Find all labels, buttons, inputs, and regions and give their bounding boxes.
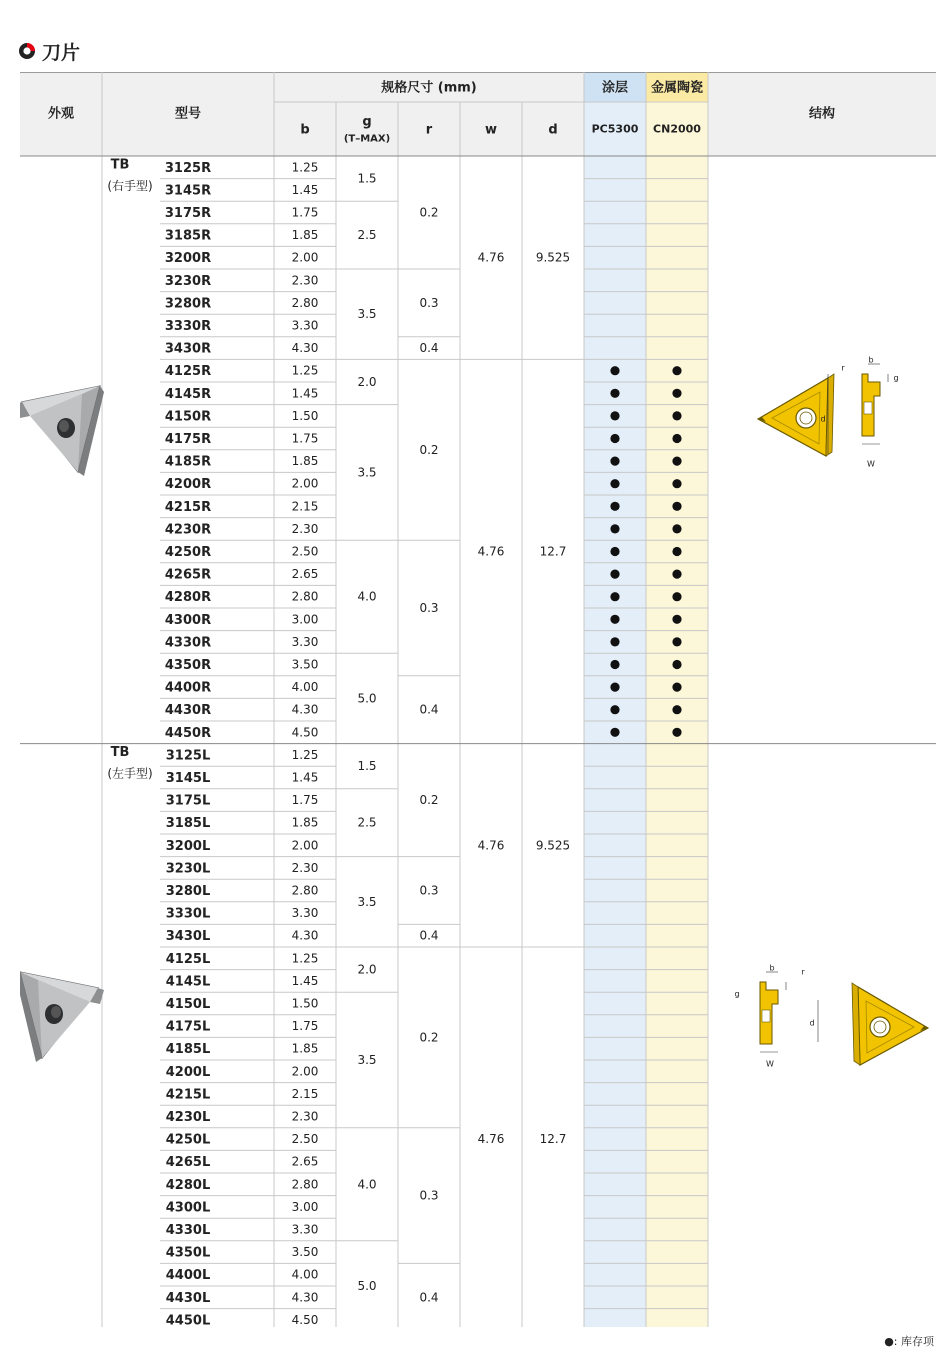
header-w: w bbox=[484, 122, 498, 138]
stock-dot-cn2000 bbox=[672, 479, 681, 488]
value-b: 2.65 bbox=[291, 567, 319, 582]
value-r: 0.3 bbox=[419, 601, 439, 615]
header-g: g bbox=[362, 114, 372, 130]
header-coating: 涂层 bbox=[601, 80, 629, 96]
header-g-sub: (T–MAX) bbox=[343, 133, 391, 145]
model-code: 4450L bbox=[165, 1313, 211, 1327]
stock-dot-pc5300 bbox=[610, 457, 619, 466]
value-b: 2.00 bbox=[291, 838, 319, 853]
value-b: 2.80 bbox=[291, 1177, 319, 1192]
insert-photo-right-hand bbox=[20, 386, 104, 476]
model-code: 4145L bbox=[165, 974, 211, 990]
header-grade-pc5300: PC5300 bbox=[591, 122, 639, 136]
model-code: 4150L bbox=[165, 997, 211, 1012]
stock-dot-pc5300 bbox=[610, 479, 619, 488]
value-d: 12.7 bbox=[539, 544, 567, 559]
value-b: 2.00 bbox=[291, 250, 319, 265]
value-g: 5.0 bbox=[357, 691, 377, 706]
value-b: 2.50 bbox=[291, 544, 319, 559]
model-code: 3430L bbox=[165, 929, 211, 945]
model-code: 3280L bbox=[165, 884, 211, 899]
dim-label-d: d bbox=[820, 414, 826, 424]
value-b: 1.85 bbox=[291, 228, 319, 243]
model-code: 4430R bbox=[164, 703, 212, 719]
value-b: 4.50 bbox=[291, 725, 319, 740]
model-code: 3185R bbox=[164, 228, 212, 244]
stock-dot-cn2000 bbox=[672, 434, 681, 443]
value-b: 1.85 bbox=[291, 1041, 319, 1056]
value-b: 4.30 bbox=[291, 702, 319, 717]
header-grade-cn2000: CN2000 bbox=[653, 122, 701, 136]
value-b: 2.30 bbox=[291, 860, 319, 875]
value-b: 4.30 bbox=[291, 1290, 319, 1305]
value-g: 1.5 bbox=[357, 759, 377, 774]
stock-dot-pc5300 bbox=[610, 524, 619, 533]
stock-dot-cn2000 bbox=[672, 411, 681, 420]
value-d: 9.525 bbox=[535, 838, 571, 853]
stock-dot-pc5300 bbox=[610, 366, 619, 375]
header-b: b bbox=[300, 122, 310, 138]
model-code: 4350R bbox=[164, 658, 212, 673]
dim-label-r: r bbox=[841, 363, 845, 373]
value-b: 3.30 bbox=[291, 1222, 319, 1237]
model-code: 4280R bbox=[164, 590, 212, 606]
stock-dot-pc5300 bbox=[610, 570, 619, 579]
value-g: 3.5 bbox=[357, 1053, 377, 1067]
value-g: 5.0 bbox=[357, 1279, 377, 1293]
model-code: 4175L bbox=[165, 1019, 211, 1035]
value-d: 12.7 bbox=[539, 1132, 567, 1147]
stock-dot-cn2000 bbox=[672, 366, 681, 375]
stock-dot-pc5300 bbox=[610, 637, 619, 646]
stock-dot-pc5300 bbox=[610, 389, 619, 398]
model-code: 3175L bbox=[165, 793, 211, 809]
dim-label-g: g bbox=[893, 373, 899, 383]
model-code: 4150R bbox=[164, 409, 212, 425]
value-b: 1.85 bbox=[291, 815, 319, 830]
dim-label-w-left: W bbox=[766, 1059, 774, 1069]
dim-label-w: W bbox=[867, 459, 875, 469]
value-b: 3.30 bbox=[291, 634, 319, 649]
value-b: 1.75 bbox=[291, 431, 319, 446]
value-b: 1.25 bbox=[291, 951, 319, 966]
stock-dot-cn2000 bbox=[672, 637, 681, 646]
model-code: 3280R bbox=[164, 296, 212, 312]
value-g: 2.5 bbox=[357, 815, 377, 830]
group-hand: (左手型) bbox=[107, 766, 153, 781]
value-b: 3.30 bbox=[291, 906, 319, 921]
value-r: 0.2 bbox=[419, 205, 439, 220]
value-r: 0.3 bbox=[419, 883, 439, 898]
stock-dot-cn2000 bbox=[672, 524, 681, 533]
value-b: 1.25 bbox=[291, 363, 319, 378]
model-code: 4200R bbox=[164, 477, 212, 493]
legend-footnote bbox=[884, 1333, 934, 1349]
insert-table-svg bbox=[20, 72, 936, 1327]
structure-left-side-view bbox=[760, 972, 786, 1052]
model-code: 4250R bbox=[164, 545, 212, 560]
value-b: 1.50 bbox=[291, 996, 319, 1011]
section-title bbox=[18, 38, 80, 64]
model-code: 4400R bbox=[164, 680, 212, 696]
value-r: 0.2 bbox=[419, 793, 439, 808]
dim-label-r-left: r bbox=[801, 967, 805, 977]
model-code: 4145R bbox=[164, 386, 212, 402]
legend-text: : 库存项 bbox=[893, 1335, 934, 1348]
model-code: 4200L bbox=[165, 1064, 211, 1080]
value-r: 0.4 bbox=[419, 341, 439, 356]
stock-dot-cn2000 bbox=[672, 547, 681, 556]
value-b: 1.25 bbox=[291, 160, 319, 175]
stock-dot-cn2000 bbox=[672, 660, 681, 669]
stock-dot-cn2000 bbox=[672, 457, 681, 466]
model-code: 4400L bbox=[165, 1268, 211, 1284]
stock-dot-pc5300 bbox=[610, 705, 619, 714]
stock-dot-cn2000 bbox=[672, 683, 681, 692]
value-b: 1.45 bbox=[291, 770, 319, 785]
header-r: r bbox=[425, 122, 433, 138]
model-code: 4300R bbox=[164, 612, 212, 628]
model-code: 3230R bbox=[164, 273, 212, 289]
model-code: 4250L bbox=[165, 1132, 211, 1148]
model-code: 4330L bbox=[165, 1223, 211, 1238]
value-w: 4.76 bbox=[477, 250, 505, 265]
value-b: 3.50 bbox=[291, 1245, 319, 1260]
model-code: 3125L bbox=[165, 748, 211, 764]
value-g: 2.0 bbox=[357, 375, 377, 389]
model-code: 4215R bbox=[164, 499, 212, 515]
value-r: 0.2 bbox=[419, 1030, 439, 1045]
value-b: 2.15 bbox=[291, 1086, 319, 1101]
value-r: 0.2 bbox=[419, 442, 439, 457]
model-code: 3430R bbox=[164, 341, 212, 357]
value-b: 2.80 bbox=[291, 295, 319, 310]
insert-photo-left-hand bbox=[20, 972, 104, 1062]
value-g: 3.5 bbox=[357, 307, 377, 322]
value-b: 1.25 bbox=[291, 747, 319, 762]
model-code: 3145R bbox=[164, 183, 212, 199]
header-model: 型号 bbox=[174, 106, 202, 122]
stock-dot-pc5300 bbox=[610, 547, 619, 556]
stock-dot-cn2000 bbox=[672, 389, 681, 398]
dim-label-g-left: g bbox=[734, 989, 740, 999]
model-code: 4330R bbox=[164, 635, 212, 651]
model-code: 3185L bbox=[165, 816, 211, 832]
value-b: 1.45 bbox=[291, 973, 319, 988]
model-code: 3200R bbox=[164, 251, 212, 267]
insert-table bbox=[20, 72, 936, 1327]
value-b: 1.50 bbox=[291, 408, 319, 423]
group-name: TB bbox=[110, 745, 130, 761]
model-code: 4215L bbox=[165, 1087, 211, 1103]
value-b: 1.75 bbox=[291, 205, 319, 220]
model-code: 4265R bbox=[164, 567, 212, 583]
value-b: 3.00 bbox=[291, 1199, 319, 1214]
value-b: 2.30 bbox=[291, 273, 319, 288]
section-title-text: 刀片 bbox=[42, 41, 81, 64]
model-code: 4230L bbox=[165, 1110, 211, 1125]
value-g: 4.0 bbox=[357, 589, 377, 604]
model-code: 4185L bbox=[165, 1042, 211, 1058]
value-g: 2.0 bbox=[357, 962, 377, 977]
value-b: 2.65 bbox=[291, 1154, 319, 1169]
model-code: 3330R bbox=[164, 319, 212, 334]
header-spec-group: 规格尺寸 (mm) bbox=[381, 80, 477, 96]
dim-label-b-left: b bbox=[769, 963, 775, 973]
stock-dot-pc5300 bbox=[610, 434, 619, 443]
stock-dot-cn2000 bbox=[672, 615, 681, 624]
value-b: 2.80 bbox=[291, 883, 319, 898]
group-name: TB bbox=[110, 157, 130, 173]
model-code: 3230L bbox=[165, 861, 211, 877]
value-b: 2.00 bbox=[291, 1064, 319, 1079]
header-cermet: 金属陶瓷 bbox=[650, 80, 704, 96]
model-code: 3175R bbox=[164, 206, 212, 221]
value-g: 1.5 bbox=[357, 171, 377, 186]
value-b: 2.30 bbox=[291, 521, 319, 536]
model-code: 4300L bbox=[165, 1200, 211, 1216]
value-g: 3.5 bbox=[357, 894, 377, 909]
value-b: 4.00 bbox=[291, 680, 319, 695]
structure-left-triangle-view bbox=[852, 983, 928, 1065]
stock-dot-cn2000 bbox=[672, 570, 681, 579]
stock-dot-cn2000 bbox=[672, 705, 681, 714]
model-code: 4450R bbox=[164, 725, 212, 741]
value-b: 4.30 bbox=[291, 928, 319, 943]
stock-dot-cn2000 bbox=[672, 728, 681, 737]
model-code: 4230R bbox=[164, 522, 212, 538]
value-g: 4.0 bbox=[357, 1177, 377, 1192]
value-b: 1.85 bbox=[291, 454, 319, 469]
value-b: 2.00 bbox=[291, 476, 319, 491]
value-b: 2.30 bbox=[291, 1109, 319, 1124]
value-b: 4.00 bbox=[291, 1267, 319, 1282]
structure-right-side-view bbox=[862, 364, 888, 444]
header-d: d bbox=[548, 122, 558, 138]
legend-symbol: ● bbox=[884, 1335, 894, 1348]
section-bullet-icon bbox=[18, 42, 36, 60]
value-g: 2.5 bbox=[357, 228, 377, 243]
cermet-column-bg bbox=[646, 156, 708, 1327]
model-code: 4430L bbox=[165, 1290, 211, 1306]
value-b: 3.00 bbox=[291, 612, 319, 627]
value-w: 4.76 bbox=[477, 1132, 505, 1147]
header-structure: 结构 bbox=[808, 106, 836, 122]
group-hand: (右手型) bbox=[107, 179, 153, 193]
model-code: 4175R bbox=[164, 432, 212, 447]
value-w: 4.76 bbox=[477, 838, 505, 853]
stock-dot-pc5300 bbox=[610, 502, 619, 511]
dim-label-d-left: d bbox=[809, 1018, 815, 1028]
model-code: 4280L bbox=[165, 1177, 211, 1193]
dim-label-b: b bbox=[868, 355, 874, 365]
stock-dot-pc5300 bbox=[610, 683, 619, 692]
value-b: 3.50 bbox=[291, 657, 319, 672]
value-d: 9.525 bbox=[535, 250, 571, 265]
model-code: 4185R bbox=[164, 454, 212, 470]
value-b: 1.75 bbox=[291, 1019, 319, 1034]
value-b: 1.45 bbox=[291, 182, 319, 197]
stock-dot-cn2000 bbox=[672, 502, 681, 511]
value-b: 1.45 bbox=[291, 386, 319, 401]
value-b: 4.30 bbox=[291, 341, 319, 356]
stock-dot-cn2000 bbox=[672, 592, 681, 601]
value-r: 0.3 bbox=[419, 1188, 439, 1203]
value-b: 2.15 bbox=[291, 499, 319, 514]
stock-dot-pc5300 bbox=[610, 615, 619, 624]
stock-dot-pc5300 bbox=[610, 660, 619, 669]
value-b: 4.50 bbox=[291, 1312, 319, 1327]
stock-dot-pc5300 bbox=[610, 592, 619, 601]
value-r: 0.4 bbox=[419, 928, 439, 943]
value-r: 0.4 bbox=[419, 702, 439, 717]
value-b: 1.75 bbox=[291, 793, 319, 808]
model-code: 4125R bbox=[164, 364, 212, 380]
value-b: 2.50 bbox=[291, 1132, 319, 1147]
model-code: 3145L bbox=[165, 771, 211, 786]
header-appearance: 外观 bbox=[47, 106, 75, 122]
value-r: 0.4 bbox=[419, 1290, 439, 1305]
coating-column-bg bbox=[584, 156, 646, 1327]
value-g: 3.5 bbox=[357, 465, 377, 480]
stock-dot-pc5300 bbox=[610, 728, 619, 737]
model-code: 3200L bbox=[165, 838, 211, 854]
model-code: 3125R bbox=[164, 160, 212, 176]
value-b: 3.30 bbox=[291, 318, 319, 333]
value-b: 2.80 bbox=[291, 589, 319, 604]
model-code: 4125L bbox=[165, 951, 211, 967]
stock-dot-pc5300 bbox=[610, 411, 619, 420]
value-w: 4.76 bbox=[477, 544, 505, 559]
model-code: 4350L bbox=[165, 1245, 211, 1261]
header-background bbox=[20, 72, 936, 156]
model-code: 3330L bbox=[165, 906, 211, 922]
model-code: 4265L bbox=[165, 1155, 211, 1171]
value-r: 0.3 bbox=[419, 295, 439, 310]
